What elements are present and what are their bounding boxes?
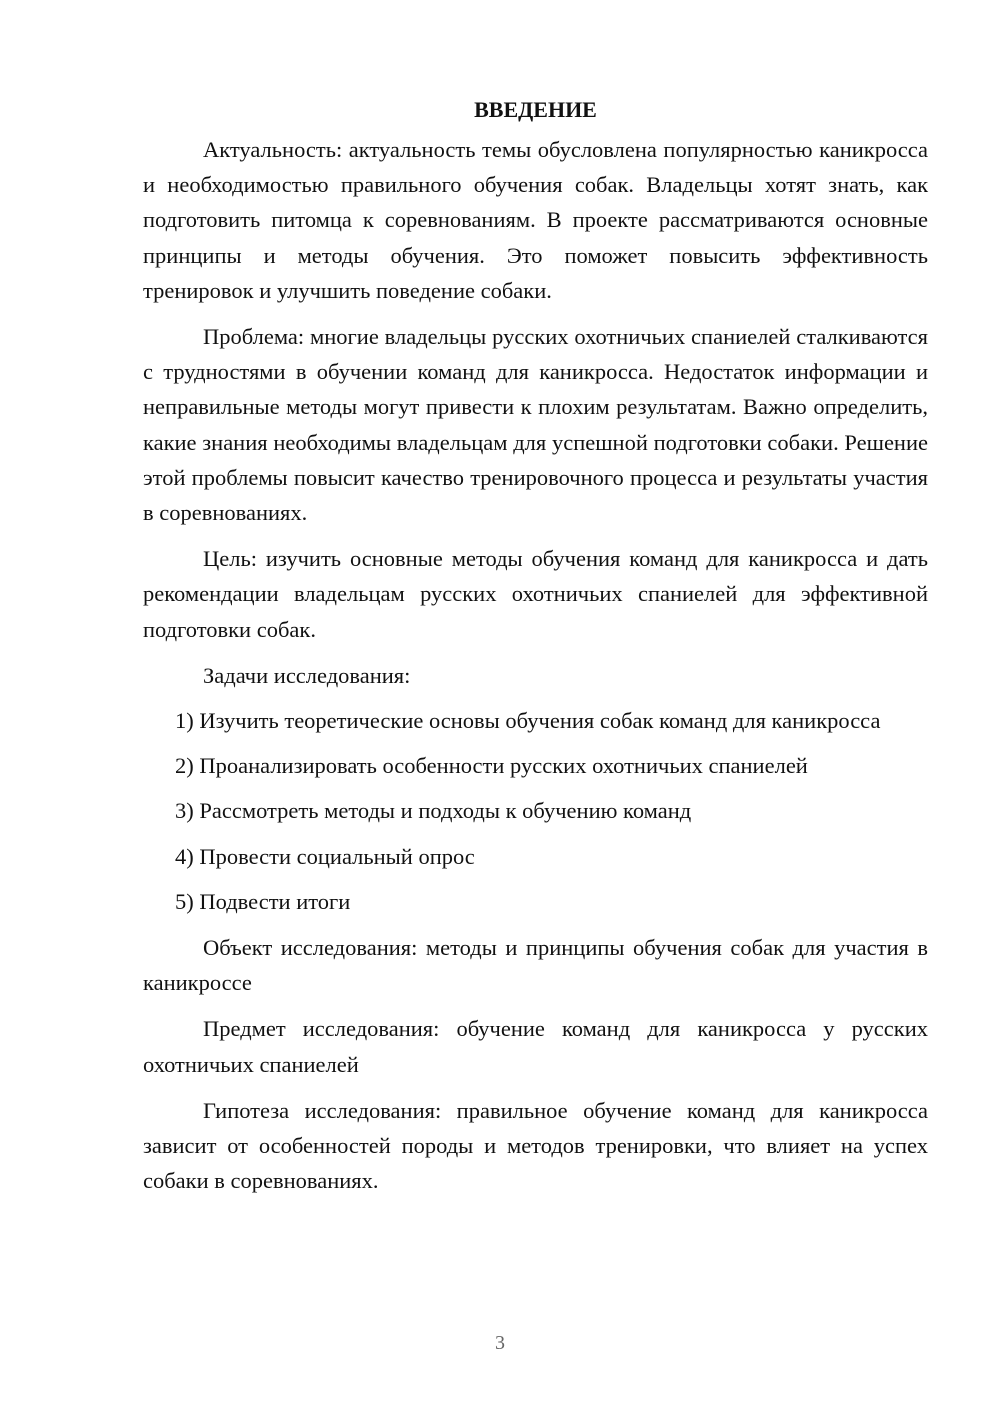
task-item: 1) Изучить теоретические основы обучения собак команд для каникросса: [175, 708, 881, 734]
task-item: 2) Проанализировать особенности русских охотничьих спаниелей: [175, 753, 808, 779]
hypothesis-paragraph: Гипотеза исследования: правильное обучение команд для каникросса зависит от особенностей породы и методов тренировки, что влияет на успех собаки в соревнованиях.: [143, 1097, 928, 1194]
task-item: 3) Рассмотреть методы и подходы к обучению команд: [175, 798, 692, 824]
task-item: 5) Подвести итоги: [175, 888, 351, 914]
relevance-paragraph: Актуальность: актуальность темы обусловлена популярностью каникросса и необходимостью правильного обучения собак. Владельцы хотят знать, как подготовить питомца к соревнованиям. В проекте рассматриваются основные принципы и методы обучения. Это поможет повысить эффективность тренировок и улучшить поведение собаки.: [143, 137, 928, 303]
task-list: [143, 703, 928, 919]
page-title: ВВЕДЕНИЕ: [474, 97, 597, 122]
goal-paragraph: Цель: изучить основные методы обучения команд для каникросса и дать рекомендации владельцам русских охотничьих спаниелей для эффективной подготовки собак.: [143, 546, 928, 642]
tasks-heading: Задачи исследования:: [203, 662, 411, 688]
object-paragraph: Объект исследования: методы и принципы обучения собак для участия в каникроссе: [143, 935, 928, 996]
subject-paragraph: Предмет исследования: обучение команд для каникросса у русских охотничьих спаниелей: [143, 1016, 928, 1077]
task-item: 4) Провести социальный опрос: [175, 843, 475, 869]
page-number: 3: [495, 1332, 505, 1354]
page-body: [143, 92, 928, 1209]
problem-paragraph: Проблема: многие владельцы русских охотничьих спаниелей сталкиваются с трудностями в обучении команд для каникросса. Недостаток информации и неправильные методы могут привести к плохим результатам. Важно определить, какие знания необходимы владельцам для успешной подготовки собаки. Решение этой проблемы повысит качество тренировочного процесса и результаты участия в соревнованиях.: [143, 324, 928, 526]
